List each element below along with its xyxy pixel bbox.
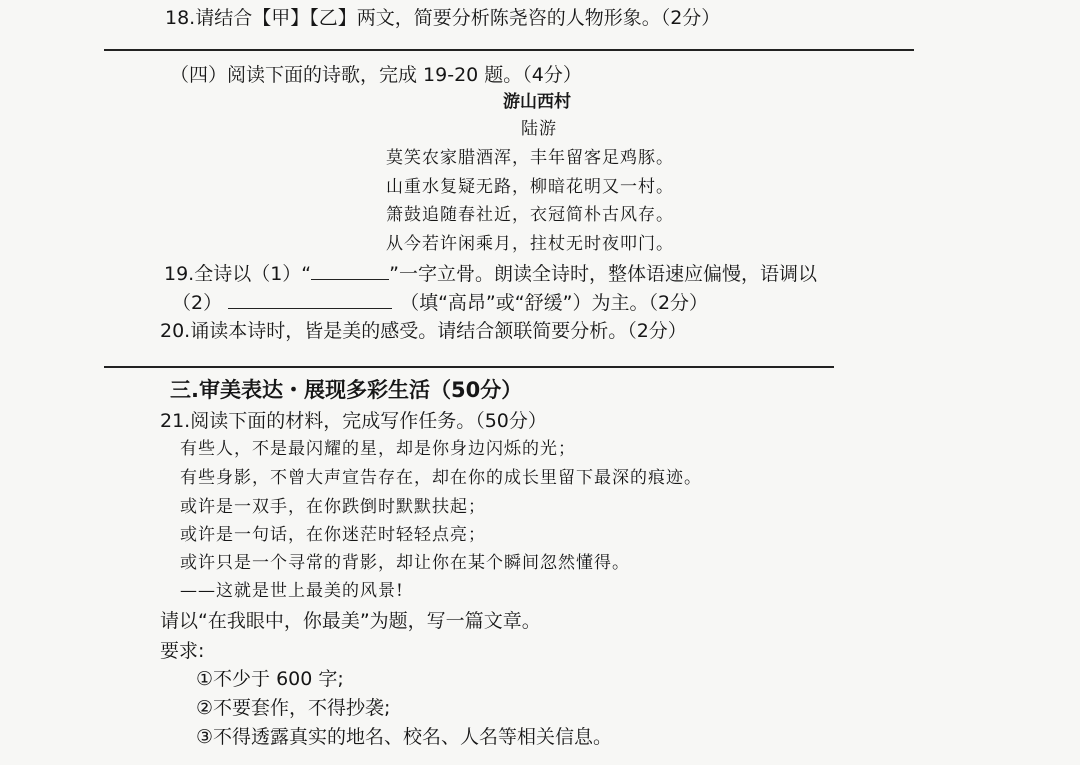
- q19-text-after-blank1: ”一字立骨。朗读全诗时，整体语速应偏慢，语调以: [389, 263, 818, 285]
- material-line-1: 有些人，不是最闪耀的星，却是你身边闪烁的光；: [180, 439, 576, 459]
- poem-title: 游山西村: [503, 92, 571, 112]
- question-18: 18.请结合【甲】【乙】两文，简要分析陈尧咨的人物形象。（2分）: [165, 7, 721, 29]
- q19-answer-blank-2[interactable]: [228, 290, 392, 309]
- material-line-4: 或许是一句话，在你迷茫时轻轻点亮；: [180, 525, 486, 545]
- question-19-line-1: [164, 261, 817, 286]
- poem-line-3: 箫鼓追随春社近，衣冠简朴古风存。: [386, 205, 674, 225]
- poem-line-4: 从今若许闲乘月，拄杖无时夜叩门。: [386, 234, 674, 254]
- requirement-3: ③不得透露真实的地名、校名、人名等相关信息。: [196, 726, 613, 748]
- material-line-2: 有些身影，不曾大声宣告存在，却在你的成长里留下最深的痕迹。: [180, 468, 702, 488]
- writing-prompt: 请以“在我眼中，你最美”为题，写一篇文章。: [160, 610, 541, 632]
- question-20: 20.诵读本诗时，皆是美的感受。请结合颔联简要分析。（2分）: [160, 320, 687, 342]
- material-line-6: ——这就是世上最美的风景!: [180, 581, 404, 601]
- material-line-3: 或许是一双手，在你跌倒时默默扶起；: [180, 497, 486, 517]
- q19-text-before-blank1: 19.全诗以（1）“: [164, 263, 312, 285]
- question-19-line-2: [172, 290, 708, 315]
- poem-author: 陆游: [521, 119, 557, 139]
- material-line-5: 或许只是一个寻常的背影，却让你在某个瞬间忽然懂得。: [180, 553, 630, 573]
- q19-text-after-blank2: （填“高昂”或“舒缓”）为主。（2分）: [400, 292, 709, 314]
- requirement-2: ②不要套作，不得抄袭;: [196, 697, 391, 719]
- poem-line-2: 山重水复疑无路，柳暗花明又一村。: [386, 177, 674, 197]
- section-divider-middle: [104, 366, 834, 368]
- part4-heading: （四）阅读下面的诗歌，完成 19-20 题。（4分）: [170, 64, 582, 86]
- section-divider-top: [104, 49, 914, 51]
- requirement-1: ①不少于 600 字;: [196, 668, 344, 690]
- q19-answer-blank-1[interactable]: [311, 261, 389, 280]
- requirements-label: 要求:: [160, 640, 205, 662]
- question-21: 21.阅读下面的材料，完成写作任务。（50分）: [160, 410, 547, 432]
- poem-line-1: 莫笑农家腊酒浑，丰年留客足鸡豚。: [386, 148, 674, 168]
- part3-heading: 三.审美表达・展现多彩生活（50分）: [170, 378, 523, 402]
- q19-text-before-blank2: （2）: [172, 292, 223, 314]
